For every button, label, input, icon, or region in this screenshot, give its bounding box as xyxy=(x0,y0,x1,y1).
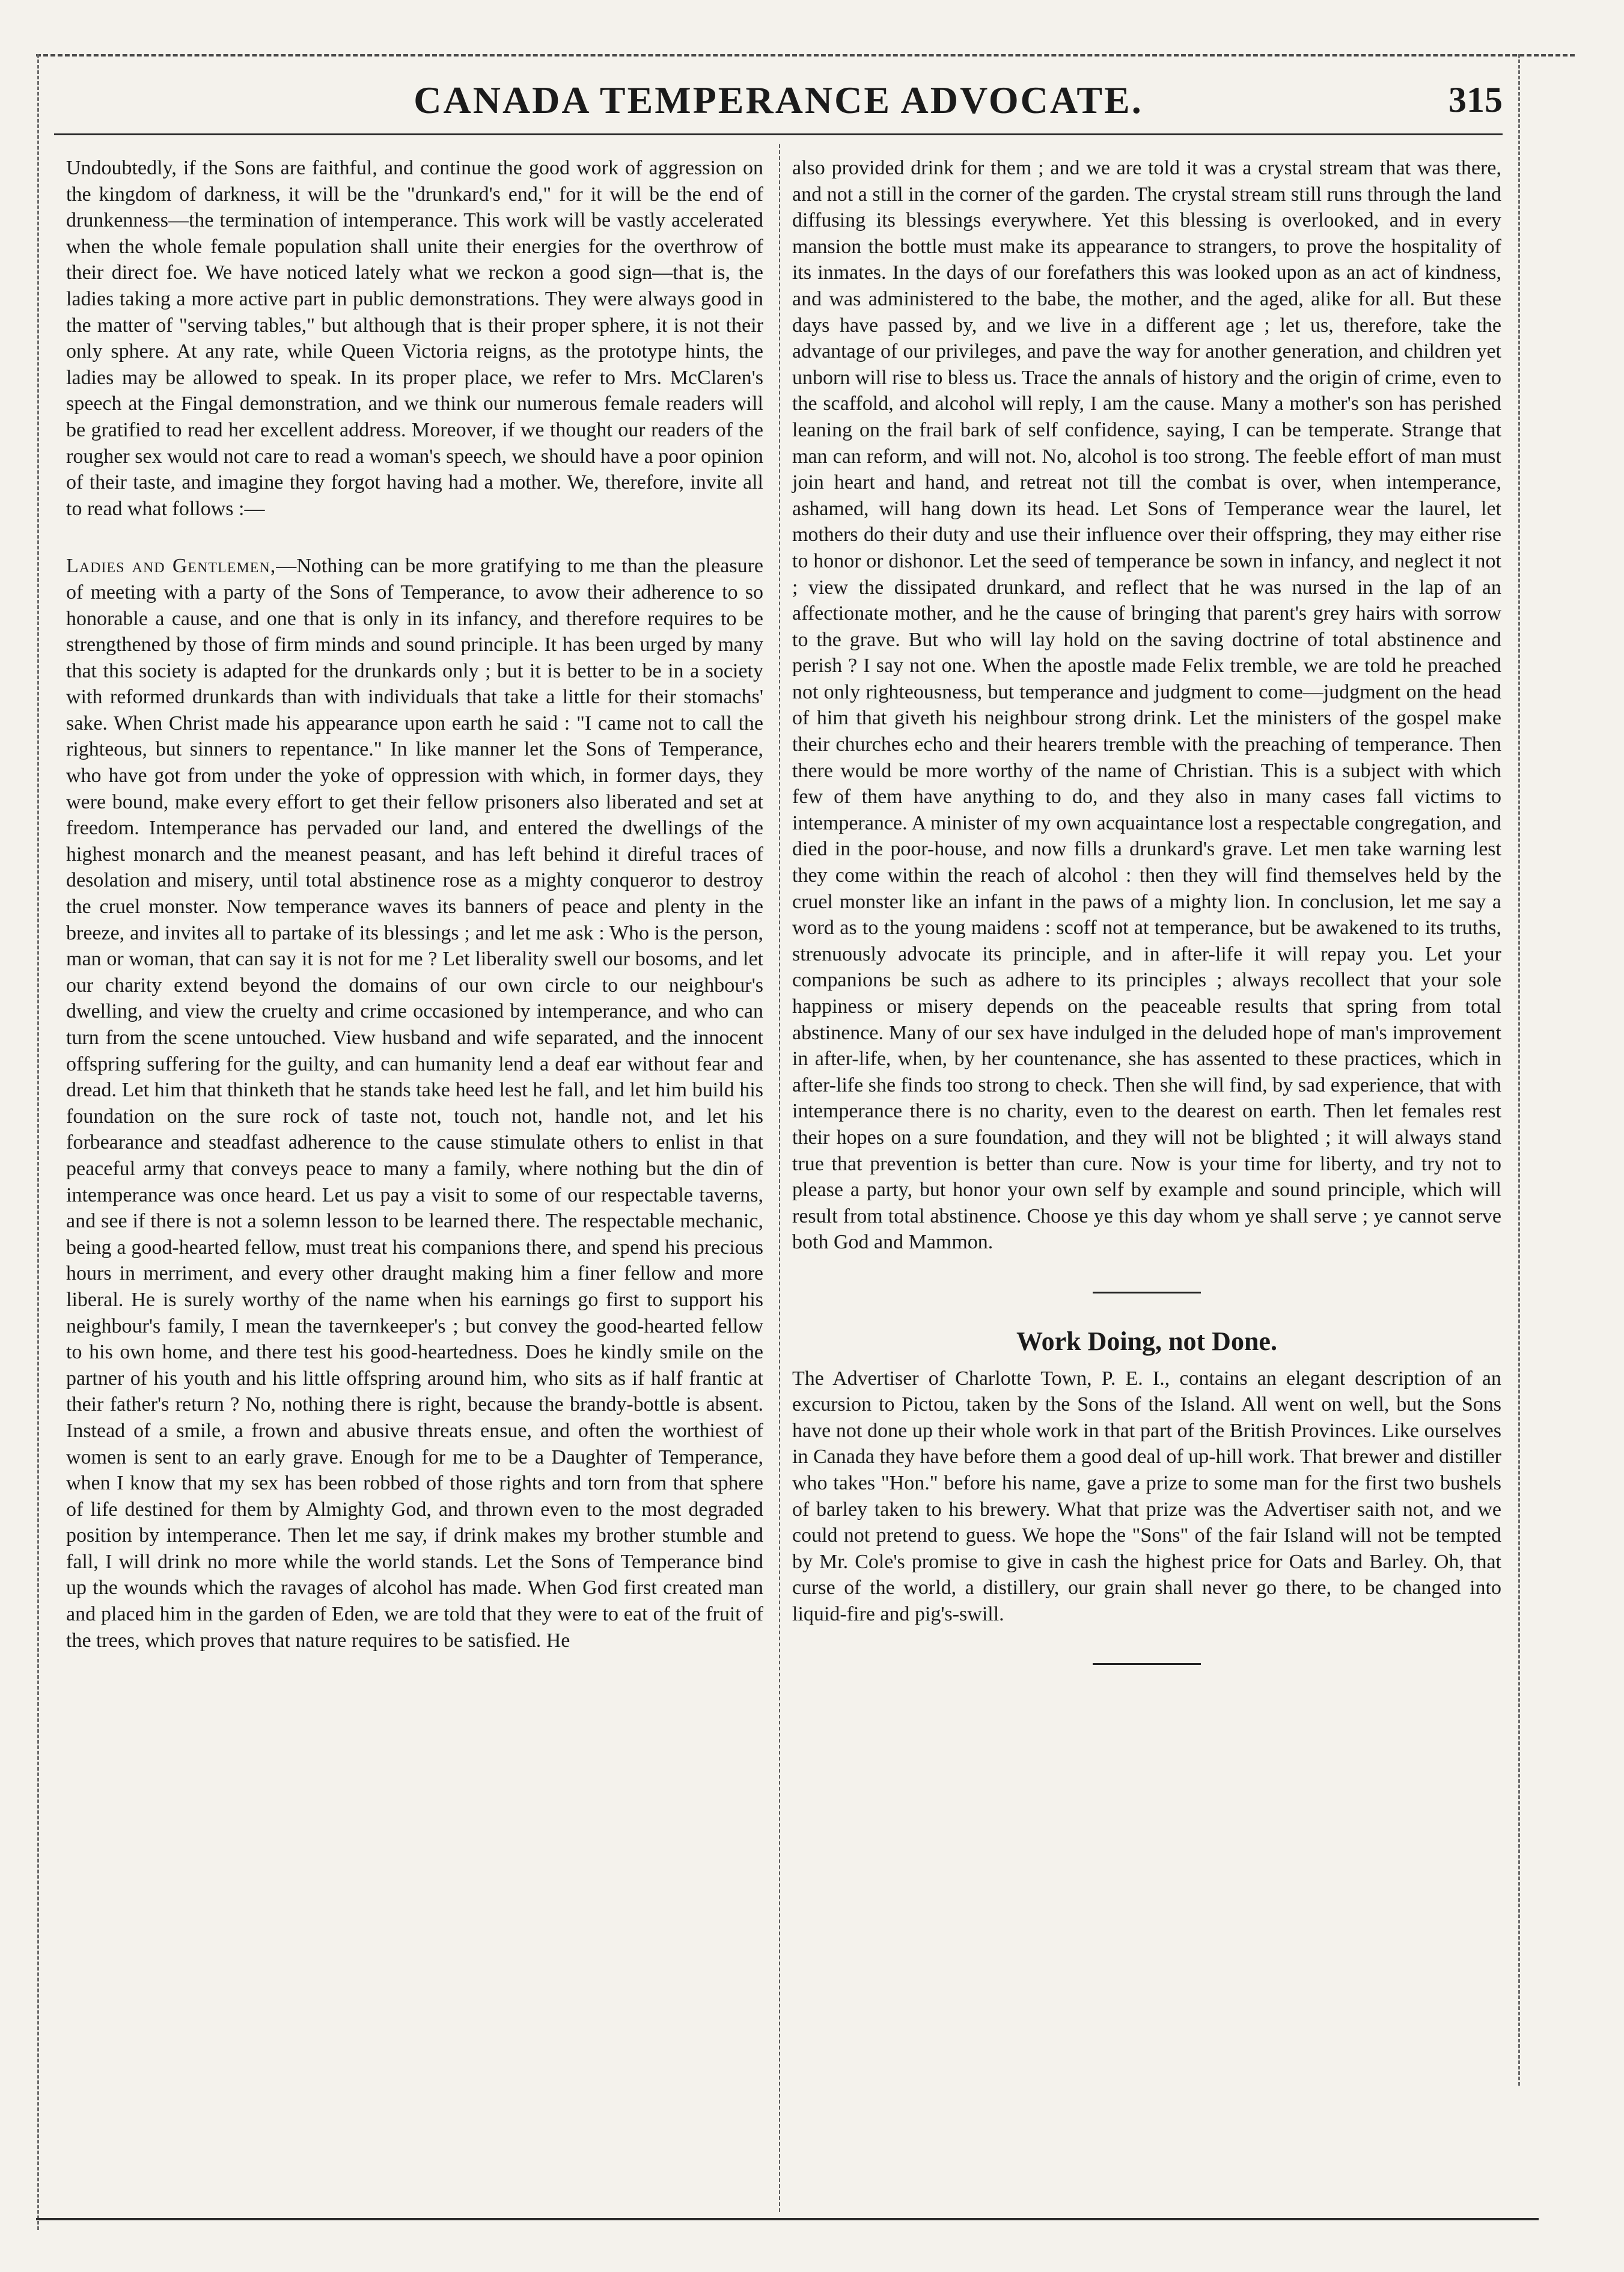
publication-title: CANADA TEMPERANCE ADVOCATE. xyxy=(414,79,1143,121)
speech-text: —Nothing can be more gratifying to me than the pleasure of meeting with a party of the Sons of Temperance, to avow their adherence to so honorable a cause, and one that is only in its infancy, and therefore requires to be strengthened by those of firm minds and sound principle. It has been urged by many that this society is adapted for the drunkards only ; but it is better to be in a society with reformed drunkards than with individuals that take a little for their stomachs' sake. When Christ made his appearance upon earth he said : "I came not to call the righteous, but sinners to repentance." In like manner let the Sons of Temperance, who have got from under the yoke of oppression with which, in former days, they were bound, make every effort to get their fellow prisoners also liberated and set at freedom. Intemperance has pervaded our land, and entered the dwellings of the highest monarch and the meanest peasant, and has left behind it direful traces of desolation and misery, until total abstinence rose as a mighty conqueror to destroy the cruel monster. Now temperance waves its banners of peace and plenty in the breeze, and invites all to partake of its blessings ; and let me ask : Who is the person, man or woman, that can say it is not for me ? Let liberality swell our bosoms, and let our charity extend beyond the domains of our own circle to our neighbour's dwelling, and view the cruelty and crime occasioned by intemperance, and who can turn from the scene untouched. View husband and wife separated, and the innocent offspring suffering for the guilty, and can humanity lend a deaf ear without fear and dread. Let him that thinketh that he stands take heed lest he fall, and let him build his foundation on the sure rock of taste not, touch not, handle not, and let his forbearance and steadfast adherence to the cause stimulate others to enlist in that peaceful army that conveys peace to many a family, where nothing but the din of intemperance was once heard. Let us pay a visit to some of our respectable taverns, and see if there is not a solemn lesson to be learned there. The respectable mechanic, being a good-hearted fellow, must treat his companions there, and spend his precious hours in merriment, and every other draught making him a finer fellow and more liberal. He is surely worthy of the name when his earnings go first to support his neighbour's family, I mean the tavernkeeper's ; but convey the good-hearted fellow to his own home, and there test his good-heartedness. Does he kindly smile on the partner of his youth and his little offspring around him, who sits as if half frantic at their father's return ? No, nothing there is right, because the brandy-bottle is absent. Instead of a smile, a frown and abusive threats ensue, and often the worthiest of women is sent to an early grave. Enough for me to be a Daughter of Temperance, when I know that my sex has been robbed of those rights and torn from that sphere of life destined for them by Almighty God, and thrown even to the most degraded position by intemperance. Then let me say, if drink makes my brother stumble and fall, I will drink no more while the world stands. Let the Sons of Temperance bind up the wounds which the ravages of alcohol has made. When God first created man and placed him in the garden of Eden, we are told that they were to eat of the fruit of the trees, which proves that nature requires to be satisfied. He xyxy=(66,555,764,1652)
speech-paragraph xyxy=(66,553,763,1654)
article-title: Work Doing, not Done. xyxy=(1016,1326,1277,1356)
right-column xyxy=(792,155,1501,1665)
speech-salutation: Ladies and Gentlemen, xyxy=(66,555,276,578)
section-rule xyxy=(1093,1292,1201,1293)
page-frame-right xyxy=(1518,54,1520,2086)
page-frame-top xyxy=(36,54,1575,56)
left-column xyxy=(66,155,763,1654)
page-frame-left xyxy=(37,54,39,2230)
speech-continuation: also provided drink for them ; and we are told it was a crystal stream that was there, and not a still in the corner of the garden. The crystal stream still runs through the land diffusing its blessings everywhere. Yet this blessing is overlooked, and in every mansion the bottle must make its appearance to strangers, to prove the hospitality of its inmates. In the days of our forefathers this was looked upon as an act of kindness, and was administered to the babe, the mother, and the aged, alike for all. But these days have passed by, and we live in a different age ; let us, therefore, take the advantage of our privileges, and pave the way for another generation, and children yet unborn will rise to bless us. Trace the annals of history and the origin of crime, even to the scaffold, and alcohol will reply, I am the cause. Many a mother's son has perished leaning on the frail bark of self confidence, saying, I can be temperate. Strange that man can reform, and will not. No, alcohol is too strong. The feeble effort of man must join heart and hand, and retreat not till the combat is over, when intemperance, ashamed, will hang down its head. Let Sons of Temperance wear the laurel, let mothers do their duty and use their influence over their offspring, they may either rise to honor or dishonor. Let the seed of temperance be sown in infancy, and neglect it not ; view the dissipated drunkard, and reflect that he was nursed in the lap of an affectionate mother, and he the cause of bringing that parent's grey hairs with sorrow to the grave. But who will lay hold on the saving doctrine of total abstinence and perish ? I say not one. When the apostle made Felix tremble, we are told he preached not only righteousness, but temperance and judgment to come—judgment on the head of him that giveth his neighbour strong drink. Let the ministers of the gospel make their churches echo and their hearers tremble with the preaching of temperance. Then there would be more worthy of the name of Christian. This is a subject with which few of them have anything to do, and they also in many cases fall victims to intemperance. A minister of my own acquaintance lost a respectable congregation, and died in the poor-house, and now fills a drunkard's grave. Let men take warning lest they come within the reach of alcohol : then they will find themselves held by the cruel monster like an infant in the paws of a mighty lion. In conclusion, let me say a word as to the young maidens : scoff not at temperance, but be awakened to its truths, strenuously advocate its principle, and in after-life it will repay you. Let your companions be such as adhere to its principles ; always recollect that your sole happiness or misery depends on the peaceable results that spring from total abstinence. Many of our sex have indulged in the deluded hope of man's improvement in after-life, when, by her countenance, she has assented to these practices, which in after-life she finds too strong to check. Then she will find, by sad experience, that with intemperance there is no charity, even to the dearest on earth. Then let females rest their hopes on a sure foundation, and they will not be blighted ; it will always stand true that prevention is better than cure. Now is your time for liberty, and try not to please a party, but honor your own self by example and sound principle, which will result from total abstinence. Choose ye this day whom ye shall serve ; ye cannot serve both God and Mammon. xyxy=(792,157,1501,1254)
page-frame-bottom xyxy=(36,2218,1539,2220)
closing-rule xyxy=(1093,1663,1201,1665)
page-header xyxy=(54,78,1503,132)
column-divider xyxy=(779,144,780,2212)
header-rule xyxy=(54,133,1503,135)
page-number: 315 xyxy=(1448,80,1503,120)
article-body: The Advertiser of Charlotte Town, P. E. I., contains an elegant description of an excursion to Pictou, taken by the Sons of the Island. All went on well, but the Sons have not done up their whole work in that part of the British Provinces. Like ourselves in Canada they have before them a good deal of up-hill work. That brewer and distiller who takes "Hon." before his name, gave a prize to some man for the first two bushels of barley taken to his brewery. What that prize was the Advertiser saith not, and we could not pretend to guess. We hope the "Sons" of the fair Island will not be tempted by Mr. Cole's promise to give in cash the highest price for Oats and Barley. Oh, that curse of the world, a distillery, our grain shall never go there, to be changed into liquid-fire and pig's-swill. xyxy=(792,1367,1501,1625)
editorial-intro: Undoubtedly, if the Sons are faithful, and continue the good work of aggression on the kingdom of darkness, it will be the "drunkard's end," for it will be the end of drunkenness—the termination of intemperance. This work will be vastly accelerated when the whole female population shall unite their energies for the overthrow of their direct foe. We have noticed lately what we reckon a good sign—that is, the ladies taking a more active part in public demonstrations. They were always good in the matter of "serving tables," but although that is their proper sphere, it is not their only sphere. At any rate, while Queen Victoria reigns, as the prototype hints, the ladies may be allowed to speak. In its proper place, we refer to Mrs. McClaren's speech at the Fingal demonstration, and we think our numerous female readers will be gratified to read her excellent address. Moreover, if we thought our readers of the rougher sex would not care to read a woman's speech, we should have a poor opinion of their taste, and imagine they forgot having had a mother. We, therefore, invite all to read what follows :— xyxy=(66,157,763,520)
